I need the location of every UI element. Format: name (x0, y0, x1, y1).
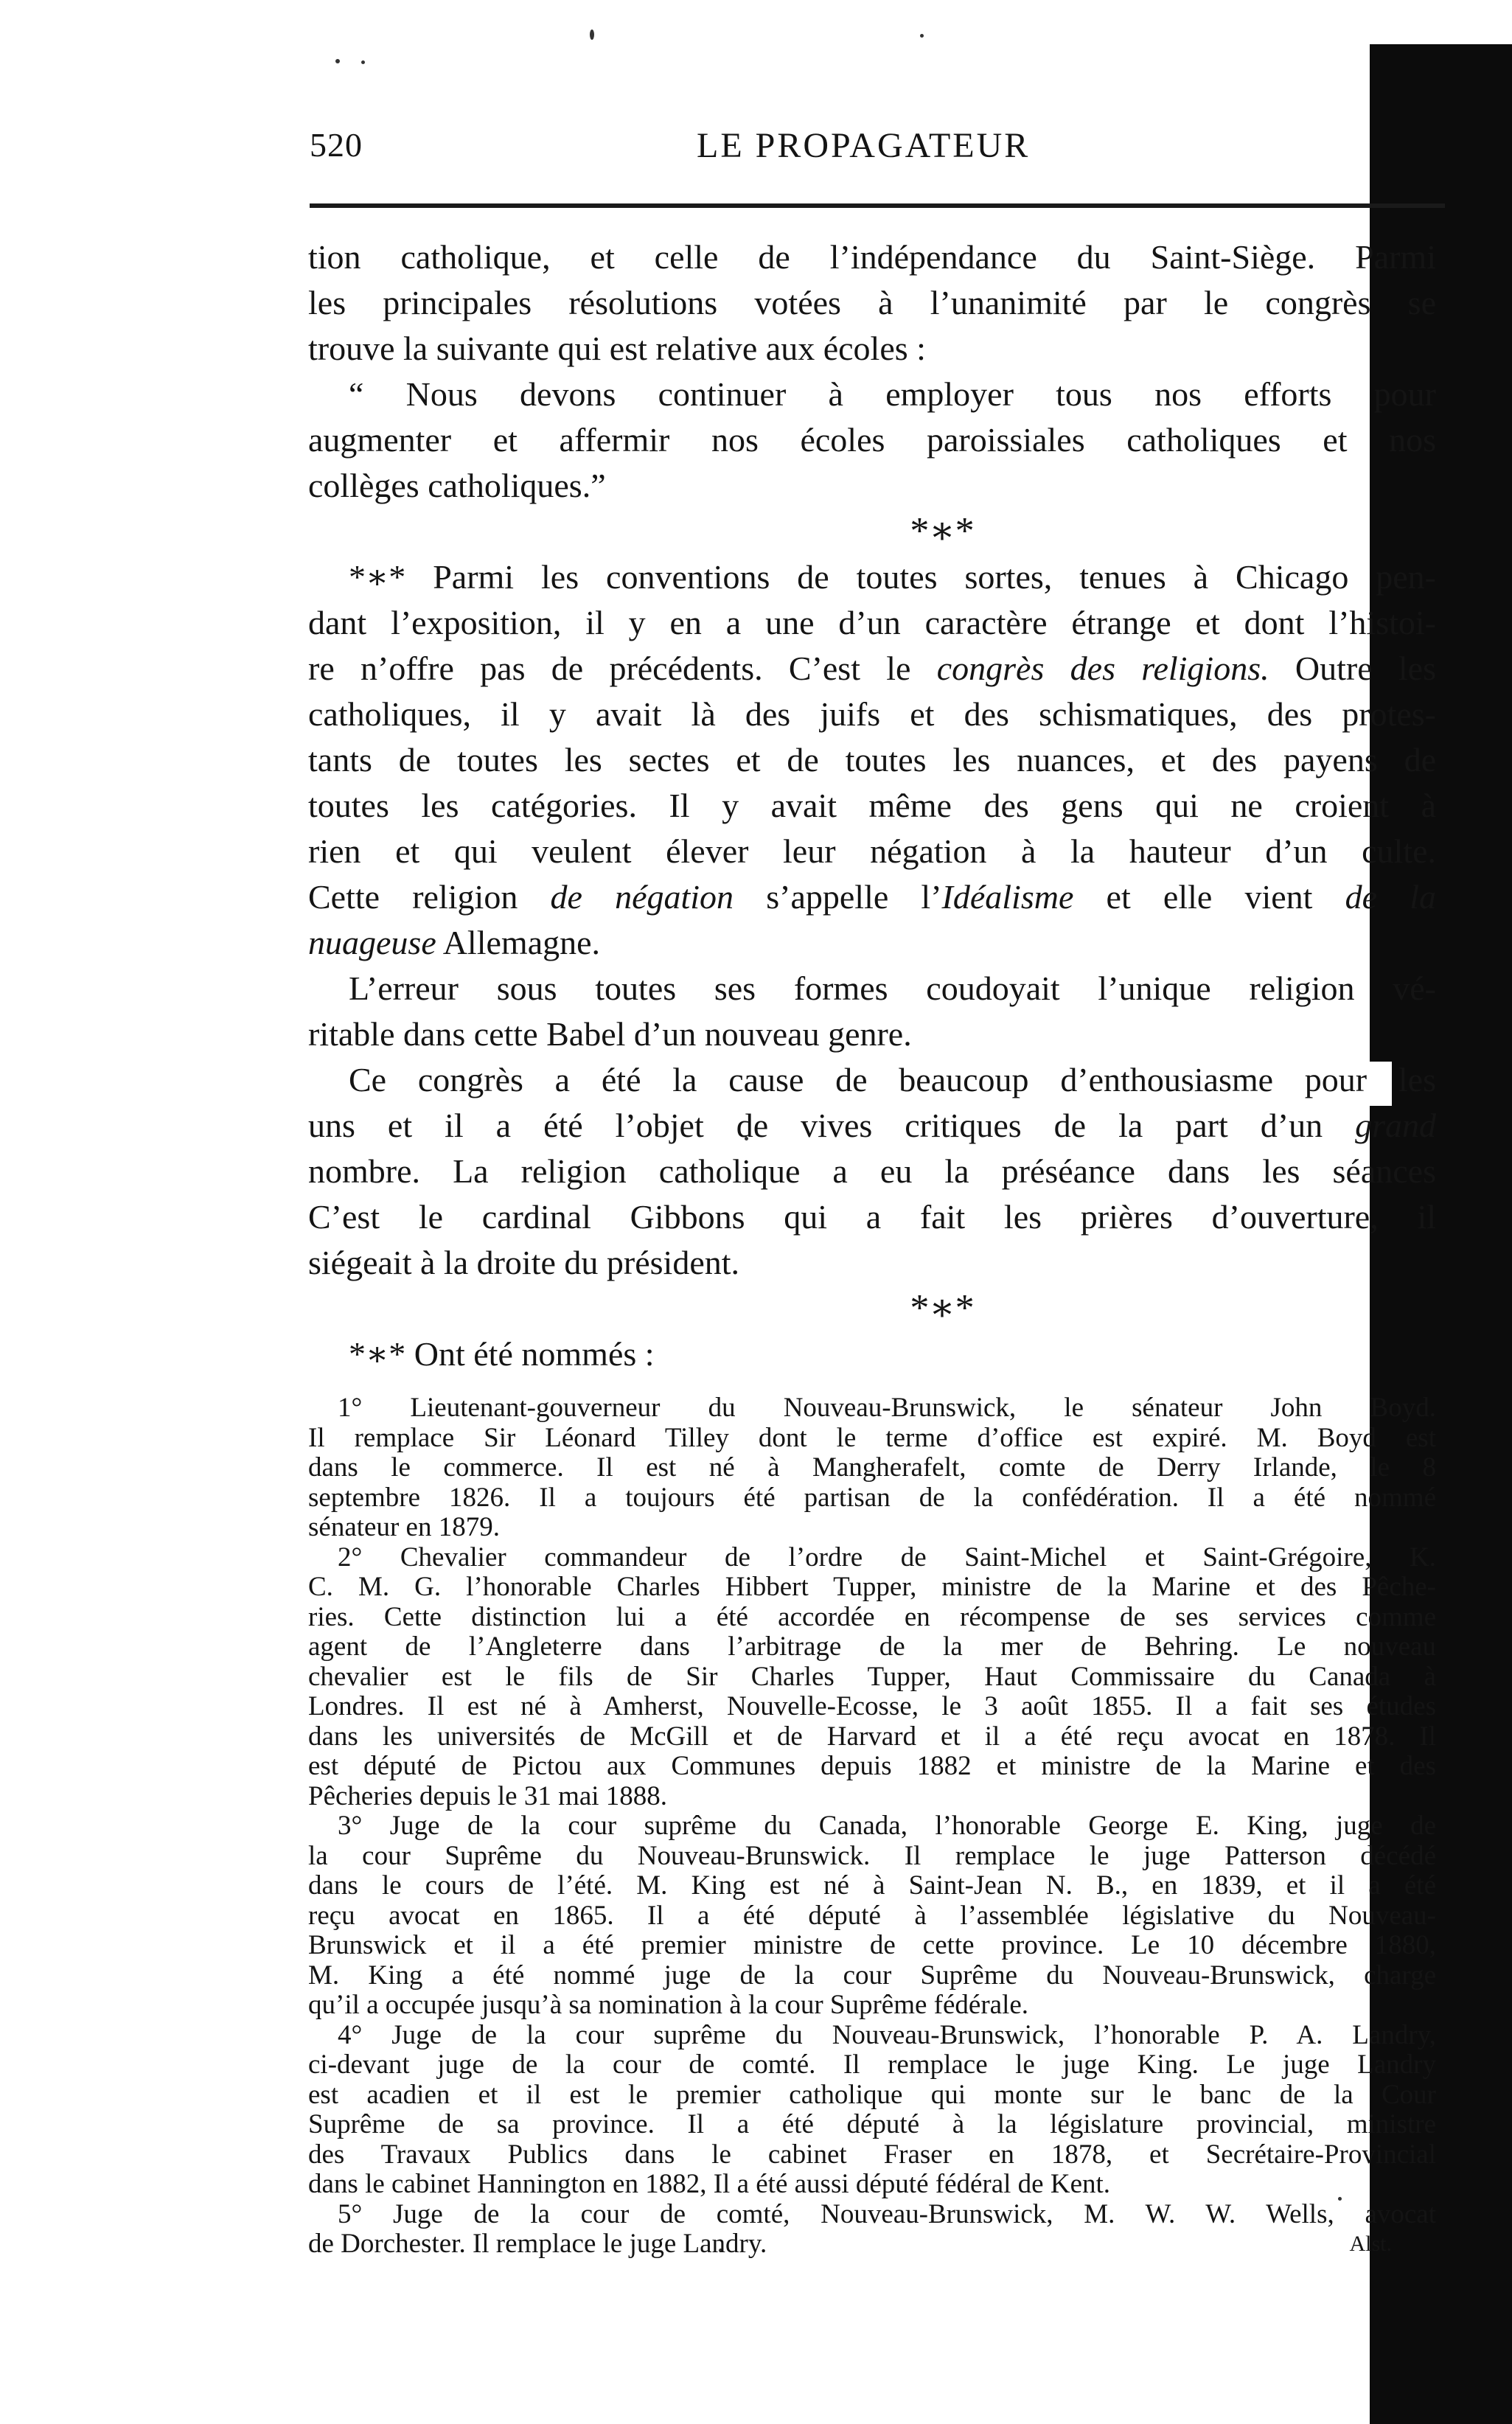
text-line: Pêcheries depuis le 31 mai 1888. (308, 1781, 668, 1811)
text-line (308, 2229, 1436, 2260)
section-separator-stars: *∗* (910, 1287, 975, 1329)
text-line: toutes les catégories. Il y avait même des gens qui ne croient à (308, 787, 1436, 824)
text-line: Londres. Il est né à Amherst, Nouvelle-Ecosse, le 3 août 1855. Il a fait ses études (308, 1692, 1436, 1721)
text-line (308, 920, 1436, 966)
text-segment: s’appelle l’ (734, 878, 942, 916)
text-line: reçu avocat en 1865. Il a été député à l’assemblée législative du Nouveau- (308, 1901, 1436, 1931)
italic-phrase: de négation (550, 878, 734, 916)
header-rule (310, 203, 1445, 208)
text-line: Il remplace Sir Léonard Tilley dont le terme d’office est expiré. M. Boyd est (308, 1423, 1436, 1453)
scan-speck (590, 29, 594, 40)
text-segment: Allemagne. (436, 924, 601, 961)
text-line: tion catholique, et celle de l’indépendance du Saint-Siège. Parmi (308, 238, 1436, 276)
text-line: augmenter et affermir nos écoles paroissiales catholiques et nos (308, 421, 1436, 459)
text-line: M. King a été nommé juge de la cour Suprême du Nouveau-Brunswick, charge (308, 1960, 1436, 1991)
scan-speck (361, 60, 365, 64)
text-line: dant l’exposition, il y en a une d’un caractère étrange et dont l’histoi- (308, 604, 1436, 641)
text-segment: et elle vient (1073, 878, 1345, 916)
text-line: la cour Suprême du Nouveau-Brunswick. Il remplace le juge Patterson décédé (308, 1841, 1436, 1871)
page-number: 520 (310, 126, 363, 164)
author-signature: Alst. (1349, 2232, 1392, 2256)
italic-phrase: nuageuse (308, 924, 436, 961)
text-line: dans les universités de McGill et de Harvard et il a été reçu avocat en 1878. Il (308, 1721, 1436, 1752)
text-line: 3° Juge de la cour suprême du Canada, l’honorable George E. King, juge de (338, 1811, 1436, 1841)
text-line: 1° Lieutenant-gouverneur du Nouveau-Brunswick, le sénateur John Boyd. (338, 1393, 1436, 1423)
scan-speck (920, 34, 924, 38)
section-separator-stars: *∗* (910, 510, 975, 552)
italic-phrase: grand (1355, 1107, 1436, 1144)
text-line: des Travaux Publics dans le cabinet Fraser en 1878, et Secrétaire-Provincial (308, 2139, 1436, 2170)
text-line: dans le commerce. Il est né à Mangherafelt, comte de Derry Irlande, le 8 (308, 1453, 1436, 1483)
text-line: siégeait à la droite du président. (308, 1244, 740, 1281)
text-line: ries. Cette distinction lui a été accordée en récompense de ses services comme (308, 1602, 1436, 1632)
text-line: septembre 1826. Il a toujours été partisan de la confédération. Il a été nommé (308, 1483, 1436, 1513)
text-segment: re n’offre pas de précédents. C’est le (308, 649, 937, 687)
text-line: C. M. G. l’honorable Charles Hibbert Tupper, ministre de la Marine et des Pêche- (308, 1573, 1436, 1602)
text-line: rien et qui veulent élever leur négation à la hauteur d’un culte. (308, 832, 1436, 870)
text-line: Brunswick et il a été premier ministre de cette province. Le 10 décembre 1880, (308, 1931, 1436, 1960)
text-line (308, 874, 1436, 920)
text-line: collèges catholiques.” (308, 467, 606, 504)
text-line: tants de toutes les sectes et de toutes les nuances, et des payens de (308, 741, 1436, 779)
text-line: L’erreur sous toutes ses formes coudoyait l’unique religion vé- (349, 969, 1436, 1007)
text-line: catholiques, il y avait là des juifs et des schismatiques, des protes- (308, 695, 1436, 733)
text-line: nombre. La religion catholique a eu la préséance dans les séances (308, 1152, 1436, 1190)
section-congress-of-religions (308, 554, 1436, 1286)
text-line: les principales résolutions votées à l’unanimité par le congrès se (308, 284, 1436, 321)
text-line: chevalier est le fils de Sir Charles Tupper, Haut Commissaire du Canada à (308, 1662, 1436, 1692)
text-line (308, 1103, 1436, 1149)
text-line: 2° Chevalier commandeur de l’ordre de Saint-Michel et Saint-Grégoire, K. (338, 1542, 1436, 1573)
running-title: LE PROPAGATEUR (697, 126, 1031, 165)
text-line: Suprême de sa province. Il a été député à la législature provincial, ministre (308, 2110, 1436, 2139)
text-line: dans le cours de l’été. M. King est né à Saint-Jean N. B., en 1839, et il a été (308, 1871, 1436, 1901)
section-heading: *∗* Ont été nommés : (349, 1335, 655, 1373)
text-line: sénateur en 1879. (308, 1513, 500, 1542)
italic-phrase: congrès des religions. (936, 649, 1269, 687)
italic-phrase: de la (1345, 878, 1436, 916)
scan-speck (335, 59, 340, 63)
text-line: ci-devant juge de la cour de comté. Il remplace le juge King. Le juge Landry (308, 2050, 1436, 2080)
italic-phrase: Idéalisme (941, 878, 1074, 916)
text-segment: uns et il a été l’objet de vives critiques de la part d’un (308, 1107, 1356, 1144)
text-line: 5° Juge de la cour de comté, Nouveau-Brunswick, M. W. W. Wells, avocat (338, 2199, 1436, 2229)
body-text (308, 234, 1436, 2260)
text-line: trouve la suivante qui est relative aux écoles : (308, 330, 926, 367)
section-congress-resolution (308, 234, 1436, 509)
section-appointments (308, 1393, 1436, 2260)
text-line: Ce congrès a été la cause de beaucoup d’enthousiasme pour les (349, 1061, 1436, 1098)
text-line: est député de Pictou aux Communes depuis 1882 et ministre de la Marine et des (308, 1752, 1436, 1781)
text-line (308, 646, 1436, 692)
text-line: 4° Juge de la cour suprême du Nouveau-Brunswick, l’honorable P. A. Landry, (338, 2020, 1436, 2050)
text-line: ritable dans cette Babel d’un nouveau genre. (308, 1015, 912, 1053)
text-line: agent de l’Angleterre dans l’arbitrage de la mer de Behring. Le nouveau (308, 1632, 1436, 1662)
text-segment: Cette religion (308, 878, 551, 916)
text-segment: Outre les (1269, 649, 1436, 687)
appointments-heading (308, 1331, 1436, 1377)
text-line: est acadien et il est le premier catholique qui monte sur le banc de la Cour (308, 2080, 1436, 2110)
running-header (310, 125, 1430, 170)
text-line: *∗* Parmi les conventions de toutes sortes, tenues à Chicago pen- (349, 558, 1436, 596)
text-line: “ Nous devons continuer à employer tous nos efforts pour (349, 375, 1436, 413)
text-line: C’est le cardinal Gibbons qui a fait les prières d’ouverture, il (308, 1198, 1436, 1236)
text-segment: de Dorchester. Il remplace le juge Landry. (308, 2229, 767, 2259)
text-line: qu’il a occupée jusqu’à sa nomination à la cour Suprême fédérale. (308, 1991, 1029, 2020)
text-line: dans le cabinet Hannington en 1882, Il a été aussi député fédéral de Kent. (308, 2170, 1111, 2199)
